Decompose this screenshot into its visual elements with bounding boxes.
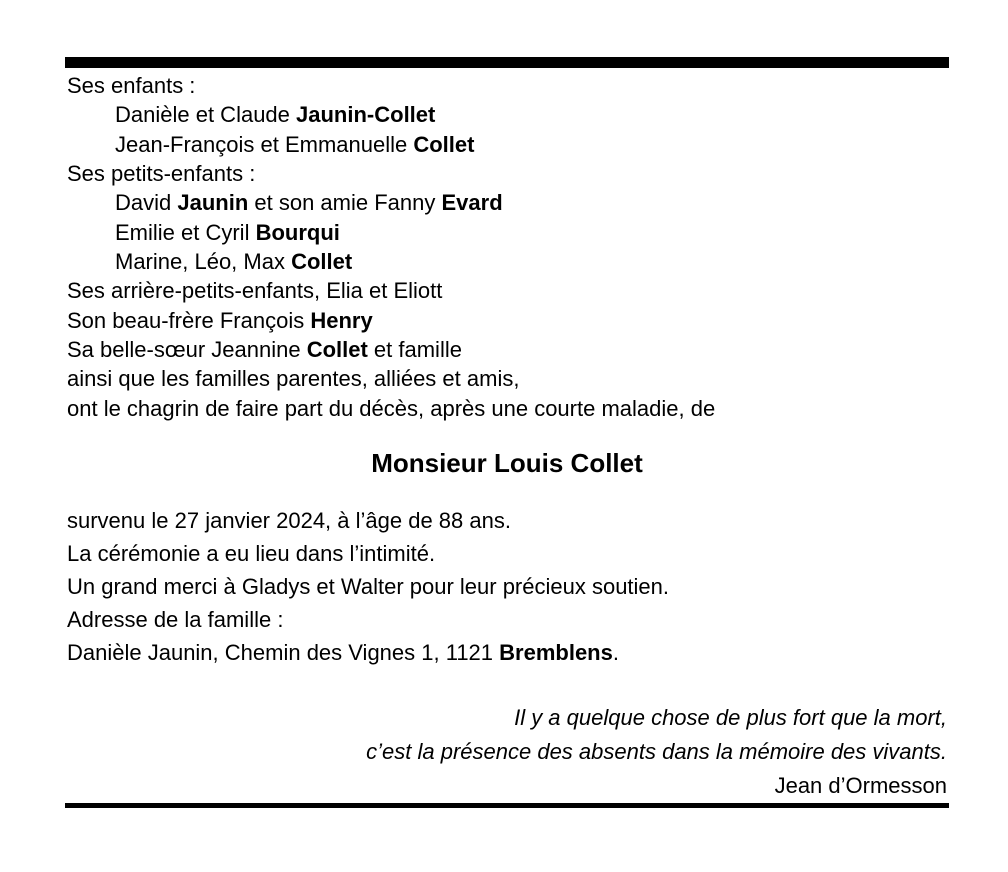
text-segment: ainsi que les familles parentes, alliées et amis,	[67, 366, 520, 392]
quote-section	[65, 701, 949, 803]
family-line-great-grandchildren	[67, 276, 949, 305]
text-segment: Emilie et Cyril	[115, 219, 256, 245]
surname-bold: Collet	[413, 131, 475, 157]
text-segment: Ses petits-enfants :	[67, 161, 256, 187]
family-line-child-2	[67, 130, 949, 159]
details-line-ceremony	[67, 537, 949, 570]
text-segment: Sa belle-sœur Jeannine	[67, 337, 307, 363]
family-line-announcement	[67, 394, 949, 423]
surname-bold: Collet	[291, 249, 353, 275]
details-line-address	[67, 636, 949, 669]
details-section	[65, 504, 949, 669]
family-line-grandchildren-label	[67, 159, 949, 188]
text-segment: Adresse de la famille :	[67, 607, 284, 633]
surname-bold: Jaunin	[177, 190, 249, 216]
surname-bold: Collet	[306, 337, 368, 363]
family-line-grandchild-2	[67, 218, 949, 247]
bottom-rule	[65, 803, 949, 808]
family-line-sister-in-law	[67, 335, 949, 364]
text-segment: et famille	[367, 337, 462, 363]
town-bold: Bremblens	[499, 640, 613, 666]
text-segment: Marine, Léo, Max	[115, 249, 292, 275]
text-segment: .	[612, 640, 619, 666]
family-line-related-families	[67, 364, 949, 393]
family-line-child-1	[67, 100, 949, 129]
text-segment: Ses arrière-petits-enfants, Elia et Eliott	[67, 278, 443, 304]
family-line-grandchild-3	[67, 247, 949, 276]
text-segment: La cérémonie a eu lieu dans l’intimité.	[67, 541, 436, 567]
surname-bold: Evard	[441, 190, 503, 216]
text-segment: Un grand merci à Gladys et Walter pour leur précieux soutien.	[67, 574, 670, 600]
text-segment: ont le chagrin de faire part du décès, après une courte maladie, de	[67, 395, 716, 421]
quote-line-2: c’est la présence des absents dans la mémoire des vivants.	[366, 739, 947, 765]
family-section	[65, 71, 949, 423]
obituary-content	[65, 0, 949, 808]
surname-bold: Jaunin-Collet	[296, 102, 436, 128]
quote-attribution: Jean d’Ormesson	[774, 773, 947, 799]
top-rule	[65, 57, 949, 68]
text-segment: et son amie Fanny	[248, 190, 442, 216]
details-line-thanks	[67, 570, 949, 603]
quote-line-1: Il y a quelque chose de plus fort que la mort,	[514, 705, 947, 731]
text-segment: David	[115, 190, 178, 216]
text-segment: Jean-François et Emmanuelle	[115, 131, 414, 157]
family-line-grandchild-1	[67, 188, 949, 217]
text-segment: Danièle et Claude	[115, 102, 297, 128]
surname-bold: Bourqui	[255, 219, 340, 245]
details-line-address-label	[67, 603, 949, 636]
family-line-children-label	[67, 71, 949, 100]
text-segment: Danièle Jaunin, Chemin des Vignes 1, 1121	[67, 640, 500, 666]
deceased-name: Monsieur Louis Collet	[371, 448, 643, 479]
text-segment: survenu le 27 janvier 2024, à l’âge de 88 ans.	[67, 508, 511, 534]
text-segment: Ses enfants :	[67, 73, 196, 98]
text-segment: Son beau-frère François	[67, 307, 311, 333]
surname-bold: Henry	[310, 307, 373, 333]
family-line-brother-in-law	[67, 306, 949, 335]
details-line-death-date	[67, 504, 949, 537]
